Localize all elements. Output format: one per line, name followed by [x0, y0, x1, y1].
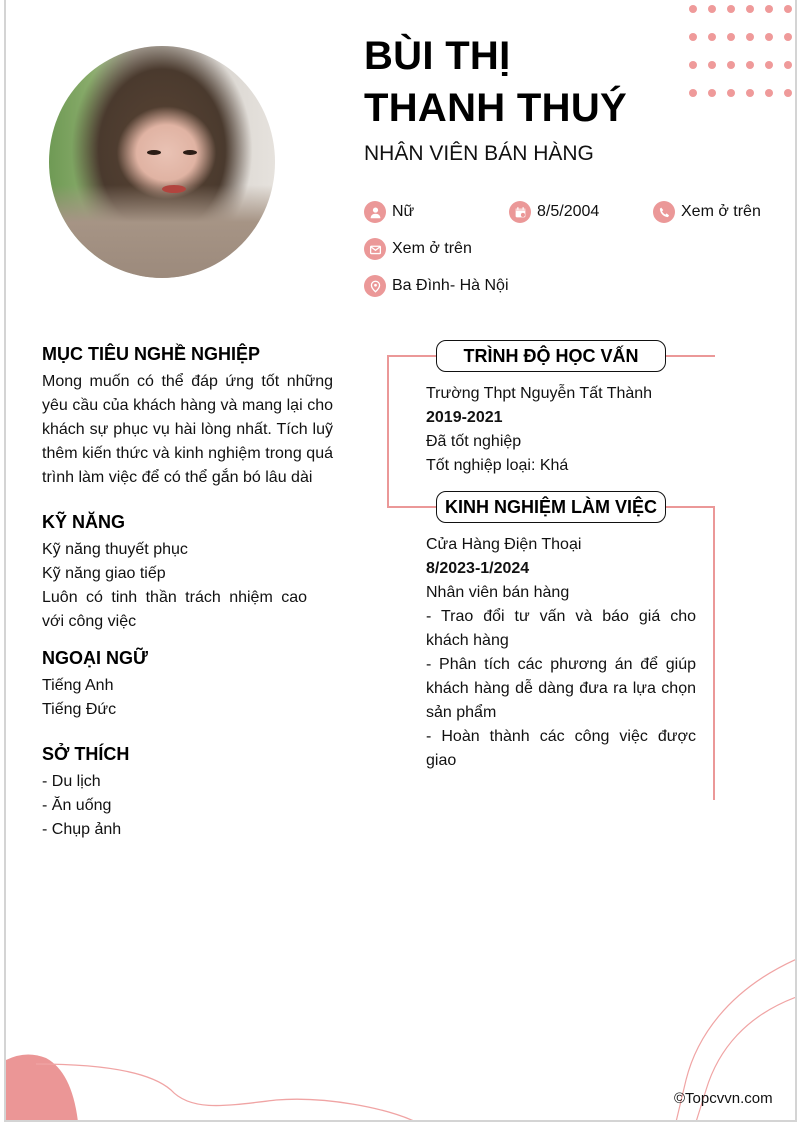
languages-title: NGOẠI NGỮ [42, 648, 148, 668]
connector-line [713, 506, 715, 800]
experience-period: 8/2023-1/2024 [426, 560, 530, 577]
address-value: Ba Đình- Hà Nội [392, 277, 509, 294]
experience-company: Cửa Hàng Điện Thoại [426, 536, 582, 553]
connector-line [665, 506, 715, 508]
name-line-1: BÙI THỊ [364, 34, 511, 78]
connector-line [387, 355, 389, 507]
name-line-2: THANH THUÝ [364, 86, 627, 130]
gender-value: Nữ [392, 203, 415, 220]
connector-line [387, 355, 437, 357]
footer-credit: ©Topcvvn.com [674, 1090, 773, 1107]
hobbies-title: SỞ THÍCH [42, 744, 130, 764]
contact-phone[interactable] [653, 201, 761, 223]
cv-page [4, 0, 797, 1122]
objective-title: MỤC TIÊU NGHỀ NGHIỆP [42, 344, 261, 364]
job-title: NHÂN VIÊN BÁN HÀNG [364, 142, 594, 165]
education-section [426, 382, 696, 478]
education-status: Đã tốt nghiệp [426, 433, 522, 450]
mail-icon [364, 238, 386, 260]
phone-value: Xem ở trên [681, 203, 761, 220]
experience-section [426, 533, 696, 773]
languages-section [42, 646, 333, 722]
connector-line [665, 355, 715, 357]
phone-icon [653, 201, 675, 223]
hobby-item: - Chụp ảnh [42, 821, 122, 838]
contact-birthdate [509, 201, 599, 223]
location-pin-icon [364, 275, 386, 297]
contact-address [364, 275, 509, 297]
skill-item: Luôn có tinh thần trách nhiệm cao với công việc [42, 589, 307, 630]
skill-item: Kỹ năng thuyết phục [42, 541, 188, 558]
calendar-icon [509, 201, 531, 223]
education-grade: Tốt nghiệp loại: Khá [426, 457, 569, 474]
photo-lips [162, 185, 186, 193]
photo-sweater-shape [49, 185, 275, 278]
hobby-item: - Du lịch [42, 773, 101, 790]
dot-grid-decoration [687, 4, 797, 100]
language-item: Tiếng Đức [42, 701, 117, 718]
experience-title: KINH NGHIỆM LÀM VIỆC [436, 491, 666, 523]
person-icon [364, 201, 386, 223]
contact-gender [364, 201, 414, 223]
skills-section [42, 510, 333, 634]
experience-role: Nhân viên bán hàng [426, 584, 570, 601]
connector-line [387, 506, 437, 508]
full-name [364, 30, 627, 134]
experience-duty: - Phân tích các phương án để giúp khách hàng dễ dàng đưa ra lựa chọn sản phẩm [426, 656, 696, 721]
experience-duty: - Trao đổi tư vấn và báo giá cho khách hàng [426, 608, 696, 649]
birthdate-value: 8/5/2004 [537, 203, 600, 220]
objective-section [42, 342, 333, 490]
education-school: Trường Thpt Nguyễn Tất Thành [426, 385, 653, 402]
email-value: Xem ở trên [392, 240, 472, 257]
photo-eye-left [147, 150, 161, 155]
objective-text: Mong muốn có thể đáp ứng tốt những yêu cầu của khách hàng và mang lại cho khách sự phục vụ hài lòng nhất. Tích luỹ thêm kiến thức và kinh nghiệm trong quá trình làm việc để có thể gắn bó lâu dài [42, 373, 333, 486]
contact-email[interactable] [364, 238, 472, 260]
hobbies-section [42, 742, 333, 842]
skill-item: Kỹ năng giao tiếp [42, 565, 166, 582]
hobby-item: - Ăn uống [42, 797, 112, 814]
education-title: TRÌNH ĐỘ HỌC VẤN [436, 340, 666, 372]
experience-duty: - Hoàn thành các công việc được giao [426, 728, 696, 769]
photo-eye-right [183, 150, 197, 155]
education-period: 2019-2021 [426, 409, 503, 426]
profile-photo [49, 46, 275, 278]
skills-title: KỸ NĂNG [42, 512, 126, 532]
language-item: Tiếng Anh [42, 677, 114, 694]
